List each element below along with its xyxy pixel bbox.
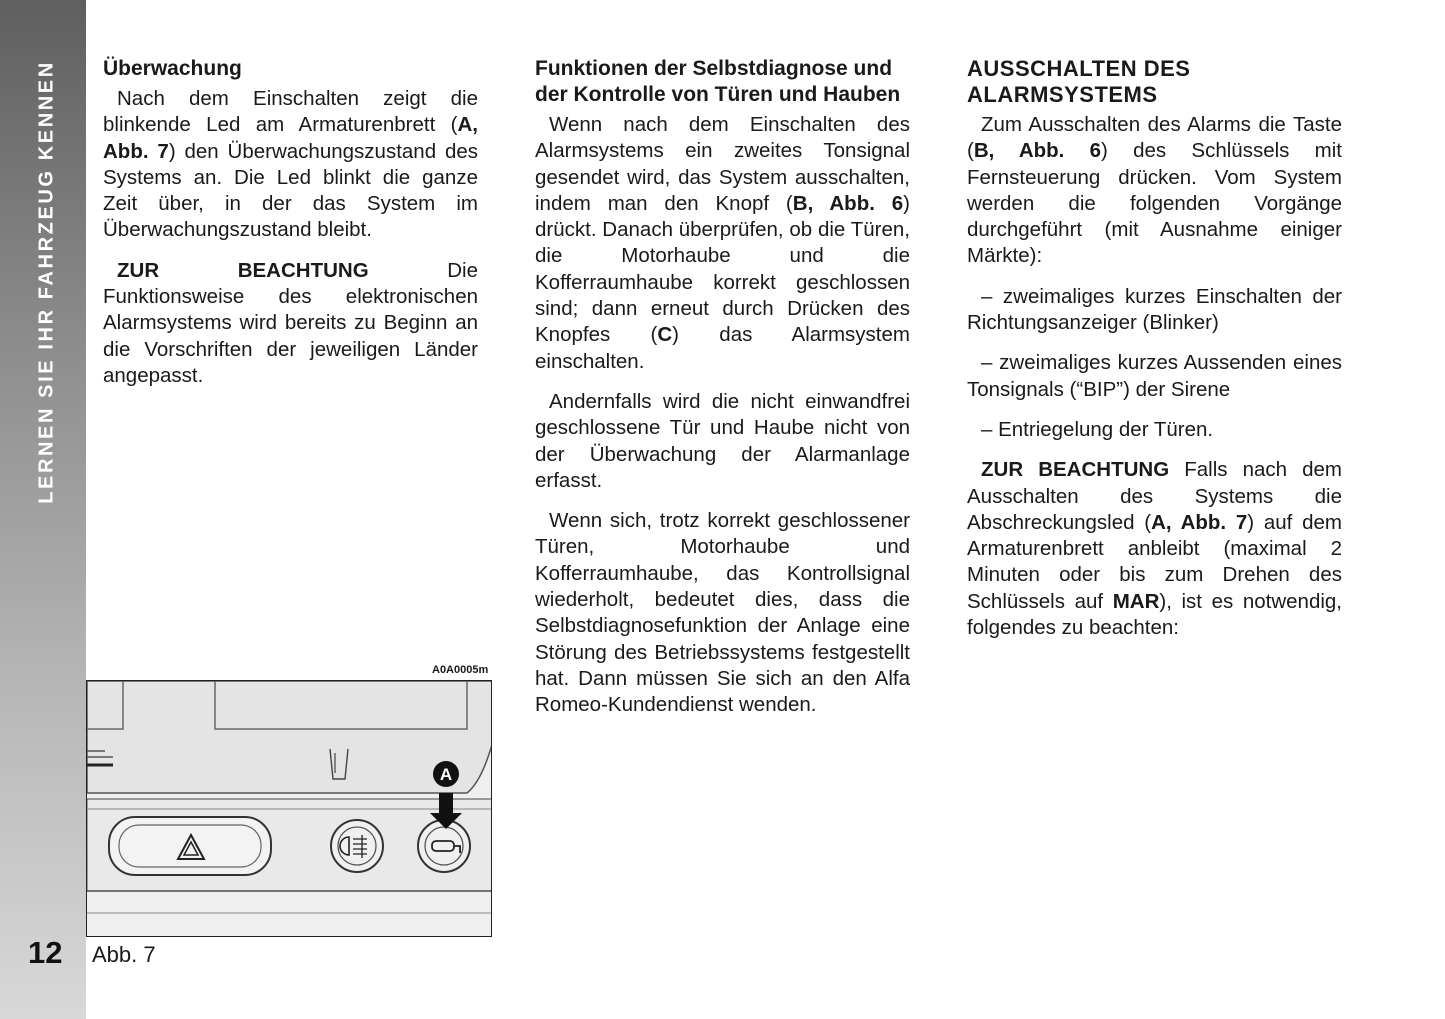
figure-reference: B, Abb. 6 [973, 139, 1102, 163]
paragraph [103, 86, 478, 244]
page-number: 12 [28, 935, 63, 970]
heading-ueberwachung: Überwachung [103, 57, 242, 80]
text: ) das Alarmsystem einschalten. [535, 323, 910, 373]
figure-reference: A, Abb. 7 [1151, 510, 1248, 534]
figure-code: A0A0005m [432, 664, 489, 676]
list-item: – zweimaliges kurzes Aussenden eines Tonsignals (“BIP”) der Sirene [967, 351, 1342, 401]
note-paragraph [103, 258, 478, 389]
button-reference: C [657, 323, 673, 347]
note-label: ZUR BEACHTUNG [117, 258, 369, 282]
heading-selbstdiagnose: Funktionen der Selbstdiagnose und der Kontrolle von Türen und Hauben [535, 57, 901, 106]
text: Falls nach dem Ausschalten des Systems die Abschreckungsled ( [967, 458, 1342, 534]
figure-caption: Abb. 7 [92, 942, 156, 967]
text: Die Funktionsweise des elektronischen Alarmsystems wird bereits zu Beginn an die Vorschriften der jeweiligen Länder angepasst. [103, 258, 478, 387]
figure-reference: A, Abb. 7 [103, 113, 478, 163]
list-item: – Entriegelung der Türen. [981, 417, 1214, 441]
text: ) auf dem Armaturenbrett anbleibt (maximal 2 Minuten oder bis zum Drehen des Schlüssels auf [967, 510, 1342, 613]
text: ) des Schlüssels mit Fernsteuerung drücken. Vom System werden die folgenden Vorgänge durchgeführt (mit Ausnahme einiger Märkte): [967, 139, 1342, 268]
figure-marker-a: A [439, 765, 453, 784]
list-item: – zweimaliges kurzes Einschalten der Richtungsanzeiger (Blinker) [967, 284, 1342, 335]
figure-dashboard [86, 680, 492, 937]
paragraph: Andernfalls wird die nicht einwandfrei geschlossene Tür und Haube nicht von der Überwachung der Alarmanlage erfasst. [535, 389, 910, 492]
paragraph [535, 112, 910, 375]
column-3 [967, 56, 1342, 655]
heading-ausschalten: AUSSCHALTEN DES ALARMSYSTEMS [967, 56, 1191, 107]
text: ), ist es notwendig, folgendes zu beachten: [967, 589, 1343, 640]
text: Nach dem Einschalten zeigt die blinkende Led am Armaturenbrett ( [103, 87, 478, 137]
column-1 [103, 56, 478, 403]
paragraph [967, 112, 1342, 270]
paragraph: Wenn sich, trotz korrekt geschlossener Türen, Motorhaube und Kofferraumhaube, das Kontrollsignal wiederholt, bedeutet dies, dass die Selbstdiagnosefunktion der Anlage eine Störung des Betriebssystems festgestellt hat. Dann müssen Sie sich an den Alfa Romeo-Kundendienst wenden. [535, 509, 910, 717]
text: ) den Überwachungszustand des Systems an. Die Led blinkt die ganze Zeit über, in der das System im Überwachungszustand bleibt. [103, 139, 478, 242]
text: Zum Ausschalten des Alarms die Taste ( [967, 113, 1342, 163]
text: Wenn nach dem Einschalten des Alarmsystems ein zweites Tonsignal gesendet wird, das System ausschalten, indem man den Knopf ( [535, 113, 910, 215]
sidebar-tab [0, 0, 86, 1019]
dashboard-illustration [87, 681, 492, 937]
figure-reference: B, Abb. 6 [792, 191, 904, 215]
section-label: LERNEN SIE IHR FAHRZEUG KENNEN [35, 60, 58, 504]
column-2 [535, 56, 910, 733]
note-label: ZUR BEACHTUNG [981, 458, 1170, 482]
text: ) drückt. Danach überprüfen, ob die Türen, die Motorhaube und die Kofferraumhaube korrekt geschlossen sind; dann erneut durch Drücken des Knopfes ( [535, 191, 910, 347]
note-paragraph [967, 457, 1342, 641]
key-position: MAR [1112, 589, 1160, 613]
